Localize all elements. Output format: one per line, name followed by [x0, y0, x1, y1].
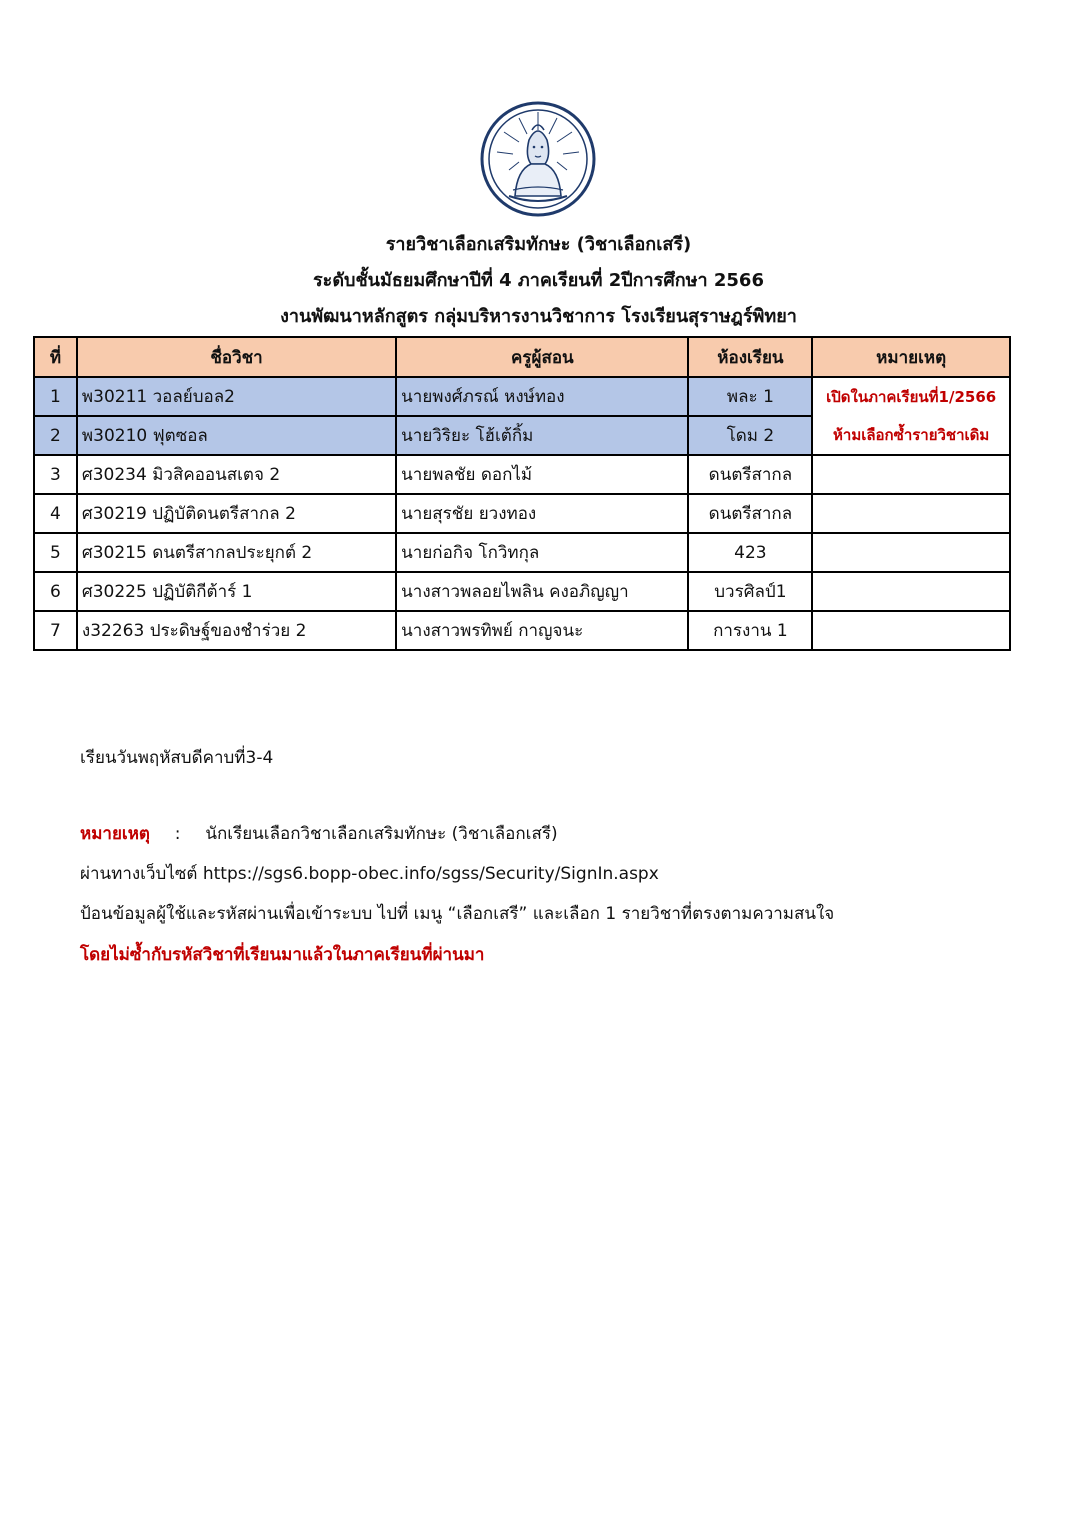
row-no: 7 [34, 611, 77, 650]
row-teacher: นายพลชัย ดอกไม้ [396, 455, 688, 494]
row-room: 423 [688, 533, 812, 572]
col-header-room: ห้องเรียน [688, 337, 812, 377]
row-no: 5 [34, 533, 77, 572]
col-header-teacher: ครูผู้สอน [396, 337, 688, 377]
remark-line-1 [80, 820, 558, 847]
schedule-text: เรียนวันพฤหัสบดีคาบที่3-4 [80, 748, 274, 768]
table-row [34, 455, 1010, 494]
row-subject: ศ30225 ปฏิบัติกีต้าร์ 1 [77, 572, 396, 611]
row-teacher: นายพงศ์ภรณ์ หงษ์ทอง [396, 377, 688, 416]
row-note [812, 494, 1010, 533]
remark-line-2: ผ่านทางเว็บไซต์ https://sgs6.bopp-obec.info/sgss/Security/SignIn.aspx [80, 864, 659, 884]
row-room: พละ 1 [688, 377, 812, 416]
row-note [812, 455, 1010, 494]
row-note [812, 572, 1010, 611]
title-line-2: ระดับชั้นมัธยมศึกษาปีที่ 4 ภาคเรียนที่ 2ปีการศึกษา 2566 [313, 270, 764, 291]
row-subject: ศ30215 ดนตรีสากลประยุกต์ 2 [77, 533, 396, 572]
row-no: 3 [34, 455, 77, 494]
course-table [33, 336, 1011, 651]
table-row [34, 416, 1010, 455]
remark-line-4: โดยไม่ซ้ำกับรหัสวิชาที่เรียนมาแล้วในภาคเรียนที่ผ่านมา [80, 945, 485, 965]
table-row [34, 611, 1010, 650]
row-subject: ศ30234 มิวสิคออนสเตจ 2 [77, 455, 396, 494]
row-no: 4 [34, 494, 77, 533]
row-subject: พ30210 ฟุตซอล [77, 416, 396, 455]
row-room: บวรศิลป์1 [688, 572, 812, 611]
row-subject: ง32263 ประดิษฐ์ของชำร่วย 2 [77, 611, 396, 650]
row-no: 2 [34, 416, 77, 455]
table-header-row [34, 337, 1010, 377]
title-line-1: รายวิชาเลือกเสริมทักษะ (วิชาเลือกเสรี) [385, 234, 692, 255]
school-emblem-icon [479, 100, 597, 218]
row-note [812, 611, 1010, 650]
col-header-note: หมายเหตุ [812, 337, 1010, 377]
remark-separator: : [174, 824, 181, 844]
row-no: 6 [34, 572, 77, 611]
table-row [34, 533, 1010, 572]
remark-line-3: ป้อนข้อมูลผู้ใช้และรหัสผ่านเพื่อเข้าระบบ ไปที่ เมนู “เลือกเสรี” และเลือก 1 รายวิชาที่ตรงตามความสนใจ [80, 904, 835, 924]
table-row [34, 572, 1010, 611]
row-teacher: นางสาวพรทิพย์ กาญจนะ [396, 611, 688, 650]
row-room: การงาน 1 [688, 611, 812, 650]
row-teacher: นายวิริยะ โฮ้เต้กิ้ม [396, 416, 688, 455]
row-no: 1 [34, 377, 77, 416]
row-room: โดม 2 [688, 416, 812, 455]
col-header-no: ที่ [34, 337, 77, 377]
row-teacher: นายสุรชัย ยวงทอง [396, 494, 688, 533]
row-room: ดนตรีสากล [688, 455, 812, 494]
remark-label: หมายเหตุ [80, 824, 150, 844]
table-row [34, 494, 1010, 533]
table-row [34, 377, 1010, 416]
row-subject: พ30211 วอลย์บอล2 [77, 377, 396, 416]
row-teacher: นางสาวพลอยไพลิน คงอภิญญา [396, 572, 688, 611]
row-note: เปิดในภาคเรียนที่1/2566 [812, 377, 1010, 416]
row-teacher: นายก่อกิจ โกวิทกุล [396, 533, 688, 572]
title-line-3: งานพัฒนาหลักสูตร กลุ่มบริหารงานวิชาการ โรงเรียนสุราษฎร์พิทยา [280, 306, 797, 327]
row-note: ห้ามเลือกซ้ำรายวิชาเดิม [812, 416, 1010, 455]
col-header-subject: ชื่อวิชา [77, 337, 396, 377]
row-room: ดนตรีสากล [688, 494, 812, 533]
remark-text-1: นักเรียนเลือกวิชาเลือกเสริมทักษะ (วิชาเลือกเสรี) [205, 824, 558, 844]
row-subject: ศ30219 ปฏิบัติดนตรีสากล 2 [77, 494, 396, 533]
row-note [812, 533, 1010, 572]
